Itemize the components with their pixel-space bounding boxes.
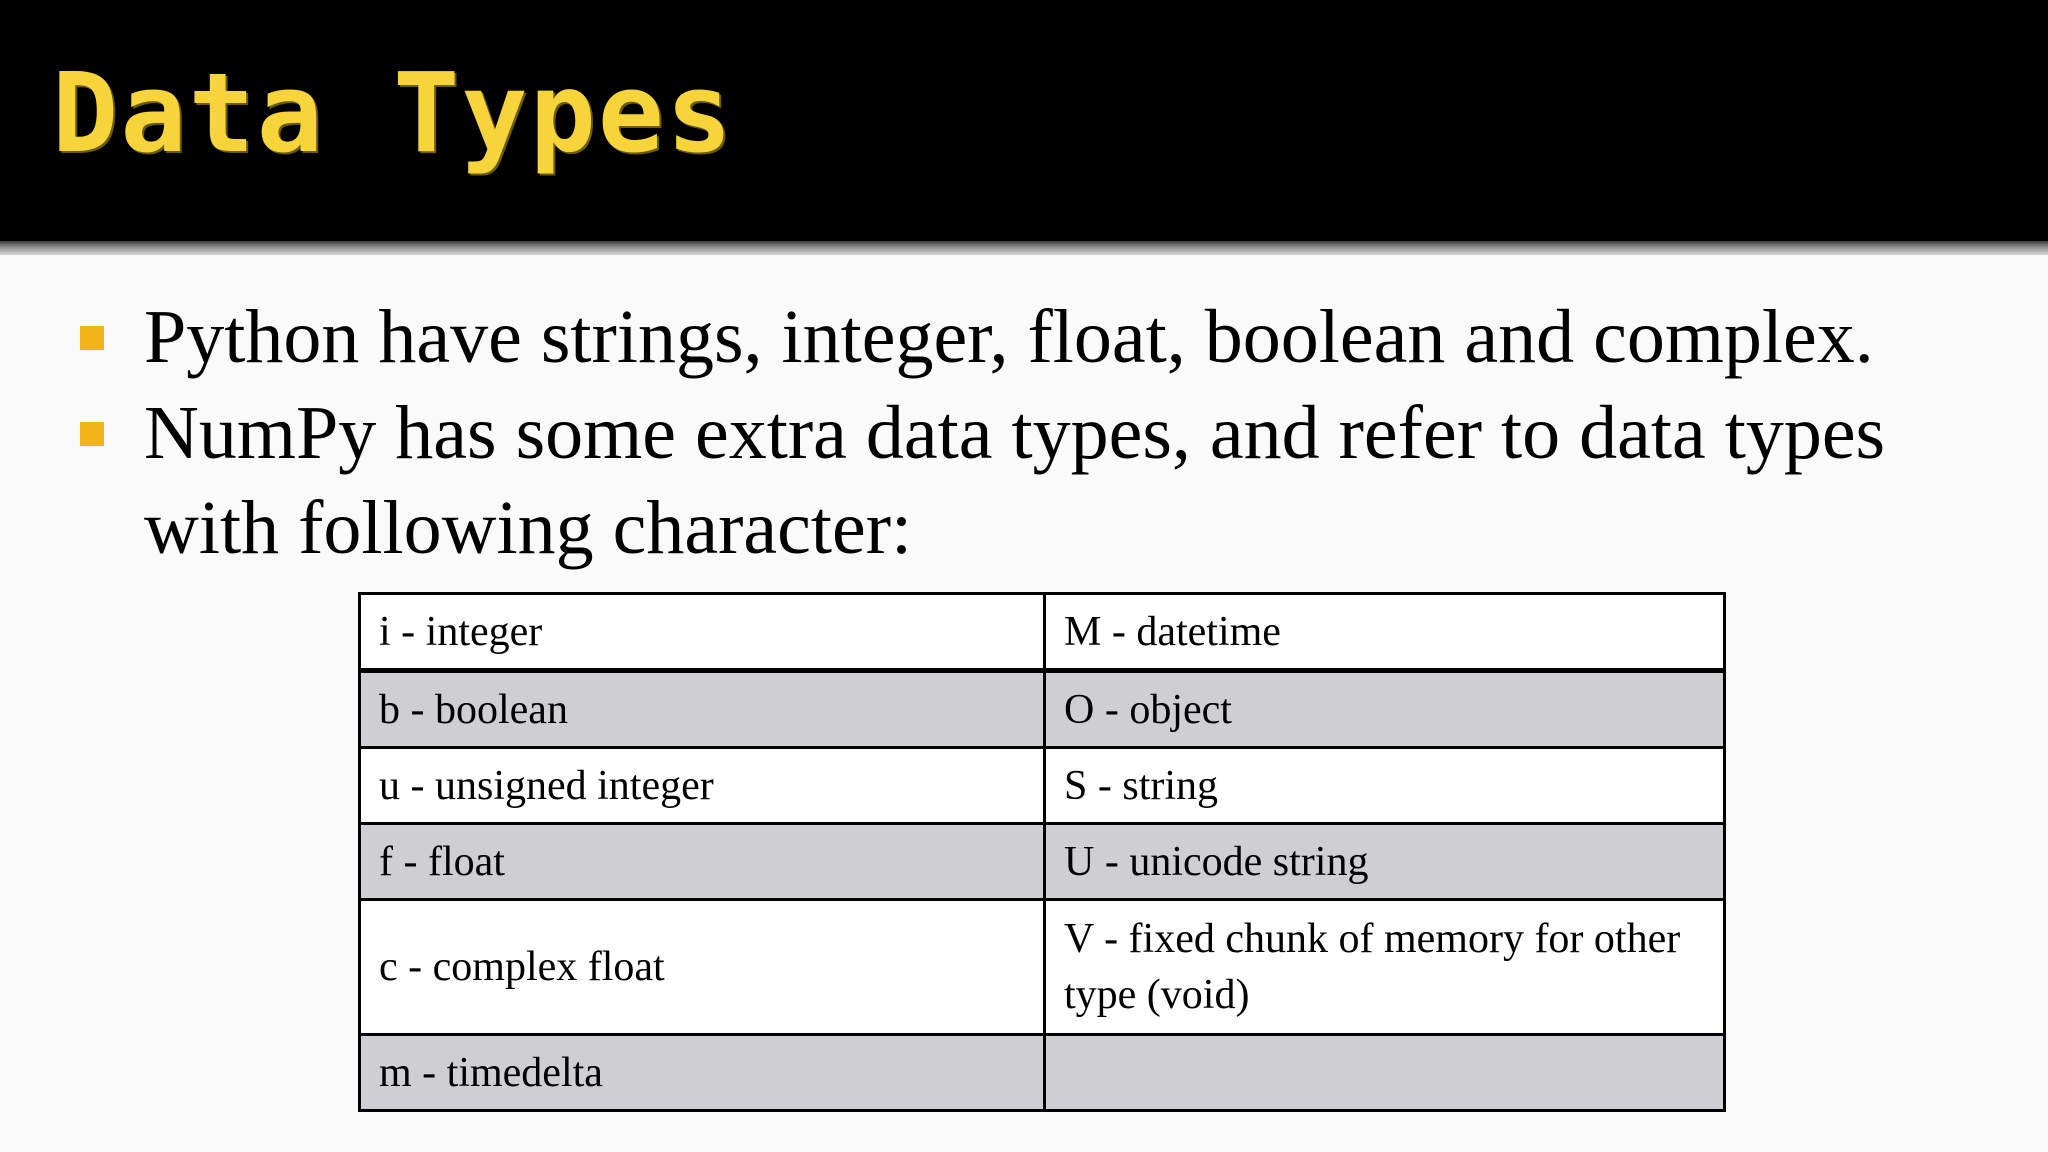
table-cell: c - complex float	[360, 900, 1045, 1035]
table-cell	[1045, 1035, 1725, 1111]
table-cell: S - string	[1045, 748, 1725, 824]
table-cell: b - boolean	[360, 671, 1045, 748]
table-cell: U - unicode string	[1045, 824, 1725, 900]
table-row	[360, 1035, 1725, 1111]
title-divider	[0, 241, 2048, 255]
bullet-text: NumPy has some extra data types, and refer to data types with following character:	[144, 391, 1886, 570]
table-cell: i - integer	[360, 594, 1045, 671]
table-row	[360, 900, 1725, 1035]
table-row	[360, 671, 1725, 748]
table-row	[360, 824, 1725, 900]
data-type-table	[358, 592, 1726, 1112]
title-bar	[0, 0, 2048, 241]
slide-title: Data Types	[52, 49, 735, 177]
table-cell: u - unsigned integer	[360, 748, 1045, 824]
table-row	[360, 594, 1725, 671]
square-bullet-icon	[80, 422, 104, 446]
table-row	[360, 748, 1725, 824]
table-cell: O - object	[1045, 671, 1725, 748]
table-cell: V - fixed chunk of memory for other type (void)	[1045, 900, 1725, 1035]
square-bullet-icon	[80, 326, 104, 350]
bullet-text: Python have strings, integer, float, boolean and complex.	[144, 295, 1874, 379]
table-cell: f - float	[360, 824, 1045, 900]
table-cell: m - timedelta	[360, 1035, 1045, 1111]
table-cell: M - datetime	[1045, 594, 1725, 671]
